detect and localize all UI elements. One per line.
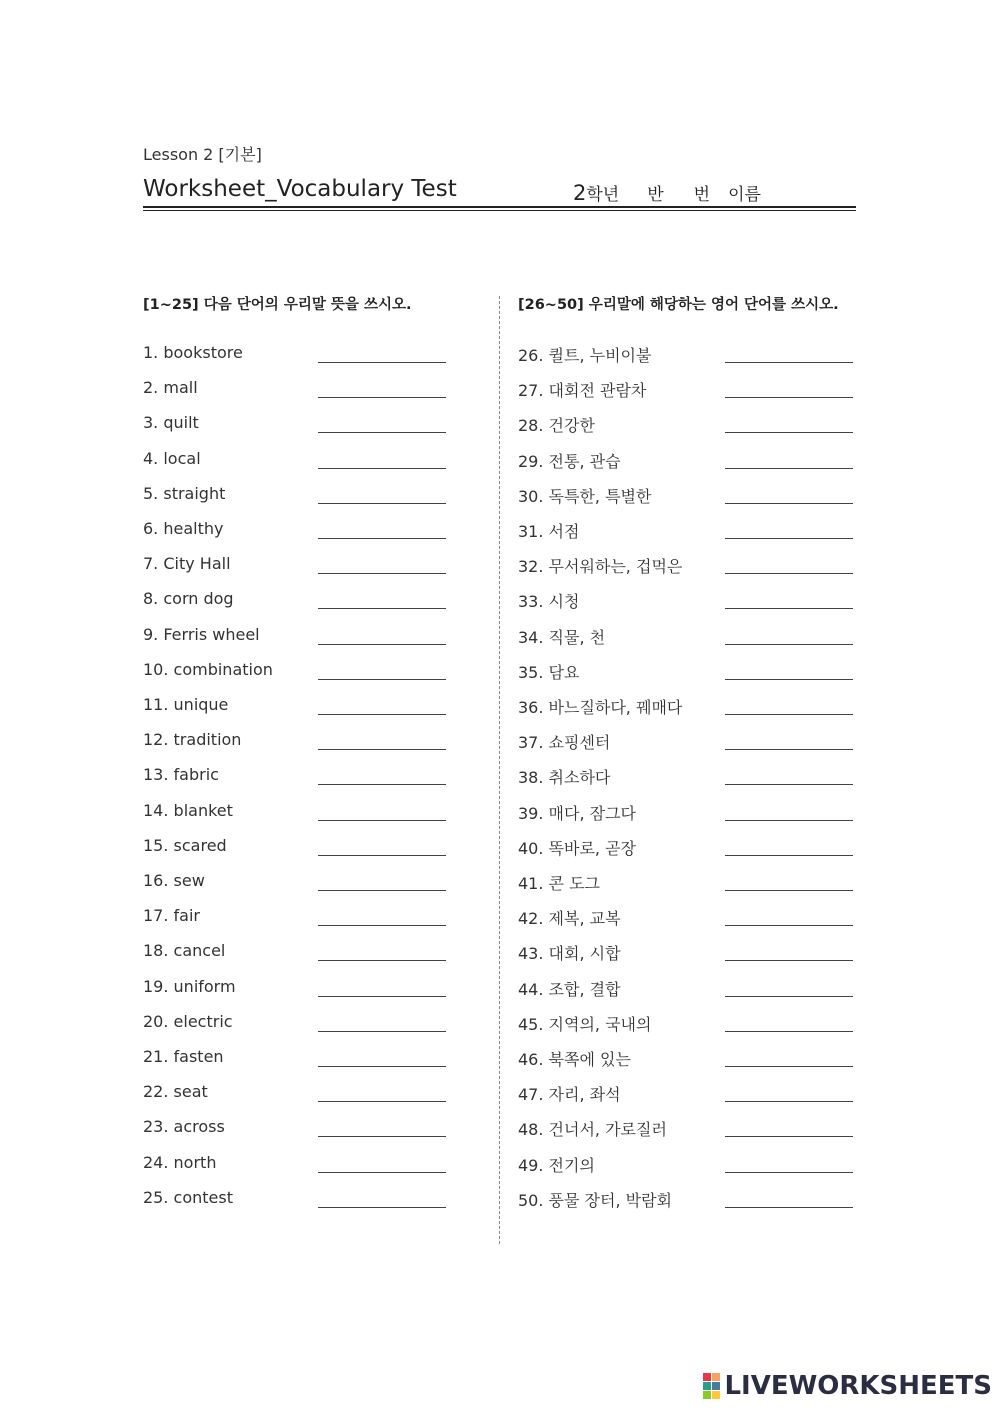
- right-answer-blank-18[interactable]: [725, 960, 853, 961]
- liveworksheets-logo: [703, 1371, 992, 1401]
- left-answer-blank-4[interactable]: [318, 468, 446, 469]
- left-item-14: 14. blanket: [143, 800, 233, 820]
- left-item-21: 21. fasten: [143, 1047, 224, 1066]
- right-answer-blank-23[interactable]: [725, 1136, 853, 1137]
- right-answer-blank-10[interactable]: [725, 679, 853, 680]
- left-item-8: 8. corn dog: [143, 589, 234, 609]
- left-item-15: 15. scared: [143, 835, 227, 855]
- number-label: 번: [693, 185, 711, 205]
- left-item-6: 6. healthy: [143, 519, 224, 538]
- class-label: 반: [647, 185, 664, 205]
- right-item-1: 26. 퀼트, 누비이불: [518, 346, 652, 365]
- right-item-6: 31. 서점: [518, 522, 580, 541]
- right-answer-blank-16[interactable]: [725, 890, 853, 891]
- logo-text: LIVEWORKSHEETS: [724, 1371, 992, 1401]
- left-answer-blank-21[interactable]: [318, 1066, 446, 1067]
- title-rule-thin: [143, 210, 856, 211]
- left-answer-blank-6[interactable]: [318, 538, 446, 539]
- right-item-12: 37. 쇼핑센터: [518, 733, 611, 753]
- right-answer-blank-6[interactable]: [725, 538, 853, 539]
- worksheet-title: Worksheet_Vocabulary Test: [143, 176, 457, 202]
- name-label: 이름: [728, 185, 761, 205]
- left-item-7: 7. City Hall: [143, 554, 231, 574]
- right-item-20: 45. 지역의, 국내의: [518, 1014, 652, 1034]
- left-item-16: 16. sew: [143, 871, 205, 890]
- right-answer-blank-19[interactable]: [725, 996, 853, 997]
- left-instruction: [1~25] 다음 단어의 우리말 뜻을 쓰시오.: [143, 297, 412, 313]
- left-answer-blank-3[interactable]: [318, 432, 446, 433]
- left-answer-blank-24[interactable]: [318, 1172, 446, 1173]
- right-answer-blank-4[interactable]: [725, 468, 853, 469]
- left-answer-blank-16[interactable]: [318, 890, 446, 891]
- left-item-17: 17. fair: [143, 906, 200, 926]
- left-answer-blank-13[interactable]: [318, 784, 446, 785]
- left-answer-blank-5[interactable]: [318, 503, 446, 504]
- right-instruction: [26~50] 우리말에 해당하는 영어 단어를 쓰시오.: [518, 297, 839, 313]
- left-item-11: 11. unique: [143, 695, 229, 714]
- left-answer-blank-1[interactable]: [318, 362, 446, 363]
- left-item-4: 4. local: [143, 448, 201, 468]
- right-item-11: 36. 바느질하다, 꿰매다: [518, 698, 683, 717]
- right-item-18: 43. 대회, 시합: [518, 944, 621, 964]
- left-item-22: 22. seat: [143, 1082, 208, 1102]
- right-item-14: 39. 매다, 잠그다: [518, 803, 636, 823]
- left-answer-blank-12[interactable]: [318, 749, 446, 750]
- left-item-1: 1. bookstore: [143, 343, 243, 362]
- right-answer-blank-11[interactable]: [725, 714, 853, 715]
- left-answer-blank-23[interactable]: [318, 1136, 446, 1137]
- left-answer-blank-7[interactable]: [318, 573, 446, 574]
- right-answer-blank-1[interactable]: [725, 362, 853, 363]
- right-item-5: 30. 독특한, 특별한: [518, 486, 652, 506]
- left-answer-blank-8[interactable]: [318, 608, 446, 609]
- right-answer-blank-13[interactable]: [725, 784, 853, 785]
- right-answer-blank-5[interactable]: [725, 503, 853, 504]
- right-item-9: 34. 직물, 천: [518, 627, 606, 647]
- right-item-8: 33. 시청: [518, 592, 580, 612]
- left-item-24: 24. north: [143, 1152, 217, 1172]
- grade-label: 학년: [586, 185, 620, 205]
- right-answer-blank-3[interactable]: [725, 432, 853, 433]
- right-item-10: 35. 담요: [518, 662, 580, 682]
- left-answer-blank-22[interactable]: [318, 1101, 446, 1102]
- right-answer-blank-12[interactable]: [725, 749, 853, 750]
- left-answer-blank-14[interactable]: [318, 820, 446, 821]
- right-answer-blank-15[interactable]: [725, 855, 853, 856]
- grade-number: 2: [573, 181, 587, 205]
- left-item-18: 18. cancel: [143, 941, 226, 961]
- title-rule-thick: [143, 206, 856, 208]
- left-answer-blank-19[interactable]: [318, 996, 446, 997]
- left-answer-blank-25[interactable]: [318, 1207, 446, 1208]
- right-item-19: 44. 조합, 결합: [518, 979, 621, 999]
- liveworksheets-logo-icon: [703, 1373, 720, 1399]
- right-item-7: 32. 무서워하는, 겁먹은: [518, 557, 683, 577]
- left-answer-blank-20[interactable]: [318, 1031, 446, 1032]
- right-item-4: 29. 전통, 관습: [518, 451, 621, 471]
- student-info: [573, 180, 761, 205]
- lesson-label: Lesson 2 [기본]: [143, 145, 262, 164]
- right-answer-blank-21[interactable]: [725, 1066, 853, 1067]
- right-item-21: 46. 북쪽에 있는: [518, 1050, 631, 1069]
- left-item-3: 3. quilt: [143, 413, 199, 433]
- right-answer-blank-8[interactable]: [725, 608, 853, 609]
- right-item-16: 41. 콘 도그: [518, 874, 600, 893]
- left-answer-blank-9[interactable]: [318, 644, 446, 645]
- left-item-25: 25. contest: [143, 1187, 233, 1207]
- left-item-19: 19. uniform: [143, 976, 236, 996]
- right-answer-blank-14[interactable]: [725, 820, 853, 821]
- left-item-23: 23. across: [143, 1117, 225, 1137]
- right-item-25: 50. 풍물 장터, 박람회: [518, 1190, 672, 1210]
- right-answer-blank-9[interactable]: [725, 644, 853, 645]
- right-item-22: 47. 자리, 좌석: [518, 1085, 621, 1105]
- right-item-17: 42. 제복, 교복: [518, 909, 621, 929]
- left-item-13: 13. fabric: [143, 765, 219, 785]
- left-answer-blank-10[interactable]: [318, 679, 446, 680]
- left-answer-blank-17[interactable]: [318, 925, 446, 926]
- right-answer-blank-17[interactable]: [725, 925, 853, 926]
- left-item-10: 10. combination: [143, 659, 273, 679]
- right-item-24: 49. 전기의: [518, 1155, 595, 1175]
- right-answer-blank-24[interactable]: [725, 1172, 853, 1173]
- left-item-5: 5. straight: [143, 483, 226, 503]
- left-answer-blank-11[interactable]: [318, 714, 446, 715]
- left-answer-blank-2[interactable]: [318, 397, 446, 398]
- left-item-9: 9. Ferris wheel: [143, 624, 260, 644]
- right-answer-blank-22[interactable]: [725, 1101, 853, 1102]
- right-item-3: 28. 건강한: [518, 416, 595, 436]
- right-answer-blank-7[interactable]: [725, 573, 853, 574]
- right-item-15: 40. 똑바로, 곧장: [518, 838, 636, 858]
- left-answer-blank-18[interactable]: [318, 960, 446, 961]
- right-answer-blank-25[interactable]: [725, 1207, 853, 1208]
- column-divider: [499, 296, 500, 1244]
- right-item-23: 48. 건너서, 가로질러: [518, 1120, 667, 1140]
- right-item-13: 38. 취소하다: [518, 768, 611, 788]
- right-answer-blank-2[interactable]: [725, 397, 853, 398]
- left-item-12: 12. tradition: [143, 730, 242, 750]
- right-item-2: 27. 대회전 관람차: [518, 381, 647, 401]
- left-answer-blank-15[interactable]: [318, 855, 446, 856]
- right-answer-blank-20[interactable]: [725, 1031, 853, 1032]
- left-item-2: 2. mall: [143, 378, 198, 398]
- left-item-20: 20. electric: [143, 1011, 233, 1031]
